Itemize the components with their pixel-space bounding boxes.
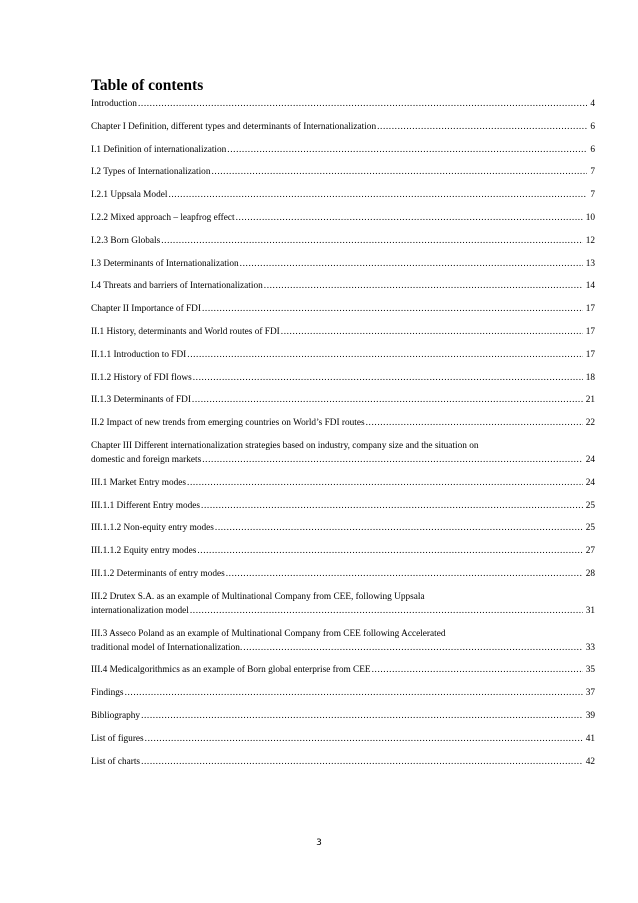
toc-title: Table of contents (91, 77, 204, 94)
toc-entry-page: 37 (585, 688, 595, 699)
dot-leader (242, 641, 582, 655)
toc-entry-page: 24 (585, 454, 595, 465)
toc-entry-text: domestic and foreign markets (91, 454, 202, 465)
toc-entry-text: II.2 Impact of new trends from emerging countries on World’s FDI routes (91, 418, 365, 429)
dot-leader (201, 453, 582, 467)
toc-entry-text: Chapter I Definition, different types and determinants of Internationalization (91, 121, 377, 132)
toc-entry-page: 25 (585, 523, 595, 534)
toc-entry-text: II.1.2 History of FDI flows (91, 372, 192, 383)
dot-leader (196, 544, 582, 558)
dot-leader (124, 686, 583, 700)
page-number: 3 (316, 838, 322, 848)
toc-entry-text: III.1.1 Different Entry modes (91, 500, 201, 511)
dot-leader (191, 393, 583, 407)
dot-leader (160, 234, 582, 248)
toc-entry[interactable] (91, 416, 595, 430)
dot-leader (371, 663, 583, 677)
toc-entry-text: I.4 Threats and barriers of Internationalization (91, 281, 263, 292)
toc-entry-page: 25 (585, 500, 595, 511)
toc-entry-first-line: III.2 Drutex S.A. as an example of Multinational Company from CEE, following Uppsala (91, 591, 425, 602)
toc-entry[interactable] (91, 234, 595, 248)
dot-leader (186, 348, 582, 362)
dot-leader (189, 604, 583, 618)
toc-entry-text: Chapter II Importance of FDI (91, 304, 201, 315)
toc-entry-page: 28 (585, 568, 595, 579)
toc-entry-first-line: Chapter III Different internationalization strategies based on industry, company size and the situation on (91, 440, 479, 451)
toc-entry-page: 22 (585, 418, 595, 429)
toc-entry[interactable] (91, 732, 595, 746)
toc-entry-text: List of charts (91, 756, 141, 767)
toc-entry-text: I.2.2 Mixed approach – leapfrog effect (91, 212, 235, 223)
toc-entry-page: 7 (590, 190, 595, 201)
toc-entry[interactable] (91, 544, 595, 558)
toc-entry[interactable] (91, 439, 595, 467)
dot-leader (200, 499, 583, 513)
toc-entry-text: traditional model of Internationalization. (91, 642, 243, 653)
toc-entry[interactable] (91, 476, 595, 490)
table-of-contents (91, 97, 595, 777)
toc-entry[interactable] (91, 211, 595, 225)
toc-entry[interactable] (91, 188, 595, 202)
toc-entry[interactable] (91, 143, 595, 157)
toc-entry[interactable] (91, 120, 595, 134)
toc-entry[interactable] (91, 755, 595, 769)
dot-leader (365, 416, 583, 430)
toc-entry-page: 7 (590, 167, 595, 178)
toc-entry-text: III.1 Market Entry modes (91, 477, 187, 488)
toc-entry-text: Bibliography (91, 710, 141, 721)
toc-entry-page: 41 (585, 733, 595, 744)
dot-leader (167, 188, 587, 202)
dot-leader (137, 97, 587, 111)
toc-entry-page: 39 (585, 710, 595, 721)
toc-entry[interactable] (91, 709, 595, 723)
toc-entry-page: 13 (585, 258, 595, 269)
dot-leader (239, 257, 583, 271)
toc-entry-text: List of figures (91, 733, 144, 744)
toc-entry-page: 21 (585, 395, 595, 406)
toc-entry[interactable] (91, 97, 595, 111)
dot-leader (225, 567, 583, 581)
toc-entry-page: 31 (585, 605, 595, 616)
toc-entry[interactable] (91, 499, 595, 513)
toc-entry-text: I.2.1 Uppsala Model (91, 190, 168, 201)
toc-entry[interactable] (91, 325, 595, 339)
toc-entry-text: III.1.1.2 Equity entry modes (91, 546, 197, 557)
toc-entry-text: I.3 Determinants of Internationalization (91, 258, 239, 269)
toc-entry-text: II.1.1 Introduction to FDI (91, 349, 187, 360)
dot-leader (210, 165, 587, 179)
toc-entry[interactable] (91, 279, 595, 293)
toc-entry-page: 24 (585, 477, 595, 488)
dot-leader (140, 755, 583, 769)
toc-entry-text: III.1.1.2 Non-equity entry modes (91, 523, 214, 534)
dot-leader (144, 732, 583, 746)
toc-entry-text: III.1.2 Determinants of entry modes (91, 568, 225, 579)
toc-entry-page: 4 (590, 99, 595, 109)
toc-entry-page: 6 (590, 144, 595, 155)
toc-entry-page: 6 (590, 121, 595, 132)
toc-entry-page: 27 (585, 546, 595, 557)
toc-entry-page: 17 (585, 349, 595, 360)
toc-entry-page: 14 (585, 281, 595, 292)
toc-entry[interactable] (91, 371, 595, 385)
dot-leader (263, 279, 583, 293)
toc-entry-text: I.1 Definition of internationalization (91, 144, 227, 155)
toc-entry[interactable] (91, 627, 595, 655)
toc-entry-page: 35 (585, 665, 595, 676)
toc-entry[interactable] (91, 348, 595, 362)
toc-entry[interactable] (91, 165, 595, 179)
toc-entry-page: 18 (585, 372, 595, 383)
toc-entry-text: III.4 Medicalgorithmics as an example of Born global enterprise from CEE (91, 665, 371, 676)
toc-entry[interactable] (91, 521, 595, 535)
dot-leader (226, 143, 587, 157)
dot-leader (201, 302, 583, 316)
toc-entry-text: II.1 History, determinants and World routes of FDI (91, 326, 280, 337)
toc-entry[interactable] (91, 686, 595, 700)
toc-entry[interactable] (91, 393, 595, 407)
toc-entry[interactable] (91, 590, 595, 618)
toc-entry-page: 17 (585, 326, 595, 337)
dot-leader (235, 211, 583, 225)
toc-entry-page: 12 (585, 235, 595, 246)
toc-entry-first-line: III.3 Asseco Poland as an example of Multinational Company from CEE following Accelerated (91, 628, 446, 639)
dot-leader (186, 476, 583, 490)
toc-entry-page: 42 (585, 756, 595, 767)
toc-entry-page: 10 (585, 212, 595, 223)
dot-leader (214, 521, 583, 535)
toc-entry-text: II.1.3 Determinants of FDI (91, 395, 191, 406)
toc-entry-page: 17 (585, 304, 595, 315)
toc-entry-text: internationalization model (91, 605, 189, 616)
toc-entry-page: 33 (585, 642, 595, 653)
toc-entry[interactable] (91, 257, 595, 271)
dot-leader (192, 371, 583, 385)
dot-leader (280, 325, 583, 339)
toc-entry-text: Introduction (91, 99, 137, 109)
toc-entry[interactable] (91, 663, 595, 677)
toc-entry-text: Findings (91, 688, 124, 699)
dot-leader (140, 709, 583, 723)
toc-entry[interactable] (91, 567, 595, 581)
dot-leader (376, 120, 587, 134)
toc-entry-text: I.2.3 Born Globals (91, 235, 161, 246)
toc-entry-text: I.2 Types of Internationalization (91, 167, 211, 178)
toc-entry[interactable] (91, 302, 595, 316)
